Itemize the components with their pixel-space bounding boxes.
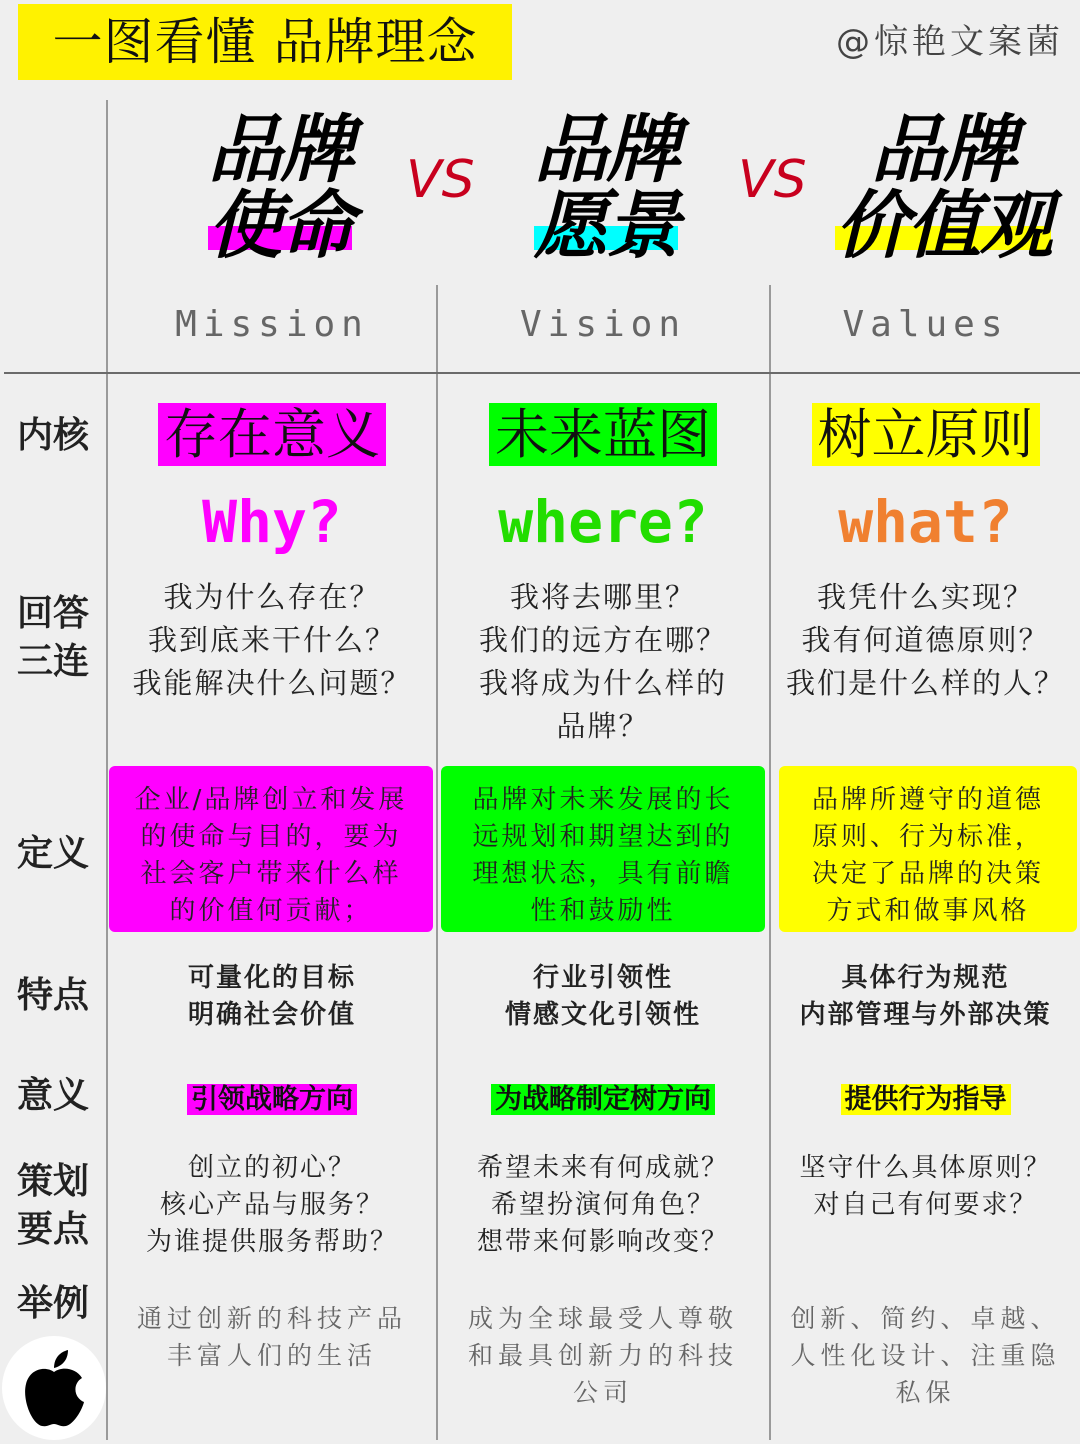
keyword-cell [771,404,1080,466]
keyword-cell [108,404,436,466]
column-header-mission [150,107,410,269]
brand-word: 品牌 [534,107,678,193]
feature-list: 行业引领性 情感文化引领性 [504,963,701,1030]
logo-badge [2,1336,106,1440]
planning-list: 创立的初心？ 核心产品与服务？ 为谁提供服务帮助？ [145,1153,398,1257]
brand-word: 品牌 [208,107,352,193]
definition-box: 品牌所遵守的道德 原则、行为标准， 决定了品牌的决策 方式和做事风格 [779,766,1077,932]
mission-word: 使命 [208,183,352,269]
keyword-cell [438,404,768,466]
example-text: 成为全球最受人尊敬 和最具创新力的科技 公司 [467,1304,738,1407]
planning-list: 坚守什么具体原则？ 对自己有何要求？ [799,1153,1052,1220]
values-word: 价值观 [835,183,1051,269]
vs-label: VS [406,150,475,210]
meaning-cell [771,1083,1080,1117]
vs-label: VS [738,150,807,210]
definition-box: 品牌对未来发展的长 远规划和期望达到的 理想状态，具有前瞻 性和鼓励性 [441,766,765,932]
answer-list: 我凭什么实现？ 我有何道德原则？ 我们是什么样的人？ [785,580,1065,700]
example-text: 创新、简约、卓越、 人性化设计、注重隐 私保 [790,1304,1061,1407]
apple-logo-icon [2,1336,106,1440]
feature-list: 具体行为规范 内部管理与外部决策 [799,963,1052,1030]
definition-box: 企业/品牌创立和发展 的使命与目的，要为 社会客户带来什么样 的价值何贡献； [109,766,433,932]
header-divider [4,372,1080,374]
english-mission: Mission [175,304,369,345]
question-word: Why? [202,488,342,556]
row-label-planning: 策划 要点 [16,1161,89,1250]
row-label-features: 特点 [16,975,89,1016]
row-label-answer: 回答 三连 [16,593,89,682]
row-label-example: 举例 [16,1283,89,1324]
row-label-core: 内核 [16,415,89,456]
meaning-cell [438,1083,768,1117]
keyword-badge: 未来蓝图 [489,403,717,466]
example-text: 通过创新的科技产品 丰富人们的生活 [136,1304,407,1370]
answer-list: 我为什么存在？ 我到底来干什么？ 我能解决什么问题？ [132,580,412,700]
planning-list: 希望未来有何成就？ 希望扮演何角色？ 想带来何影响改变？ [476,1153,729,1257]
brand-word: 品牌 [871,107,1015,193]
question-word: what? [838,488,1013,556]
feature-list: 可量化的目标 明确社会价值 [187,963,356,1030]
row-label-meaning: 意义 [16,1075,89,1116]
english-vision: Vision [519,304,687,345]
meaning-badge: 为战略制定树方向 [491,1084,715,1115]
question-word: where? [498,488,708,556]
meaning-badge: 提供行为指导 [841,1084,1011,1115]
keyword-badge: 树立原则 [812,403,1040,466]
answer-list: 我将去哪里？ 我们的远方在哪？ 我将成为什么样的 品牌？ [478,580,727,743]
row-label-definition: 定义 [16,833,89,874]
column-header-vision [476,107,736,269]
page-title: 一图看懂 品牌理念 [18,4,512,80]
vision-word: 愿景 [534,183,678,269]
author-handle: @惊艳文案菌 [836,22,1064,62]
meaning-badge: 引领战略方向 [187,1084,357,1115]
keyword-badge: 存在意义 [158,403,386,466]
english-values: Values [842,304,1009,345]
column-header-values [808,107,1078,269]
meaning-cell [108,1083,436,1117]
